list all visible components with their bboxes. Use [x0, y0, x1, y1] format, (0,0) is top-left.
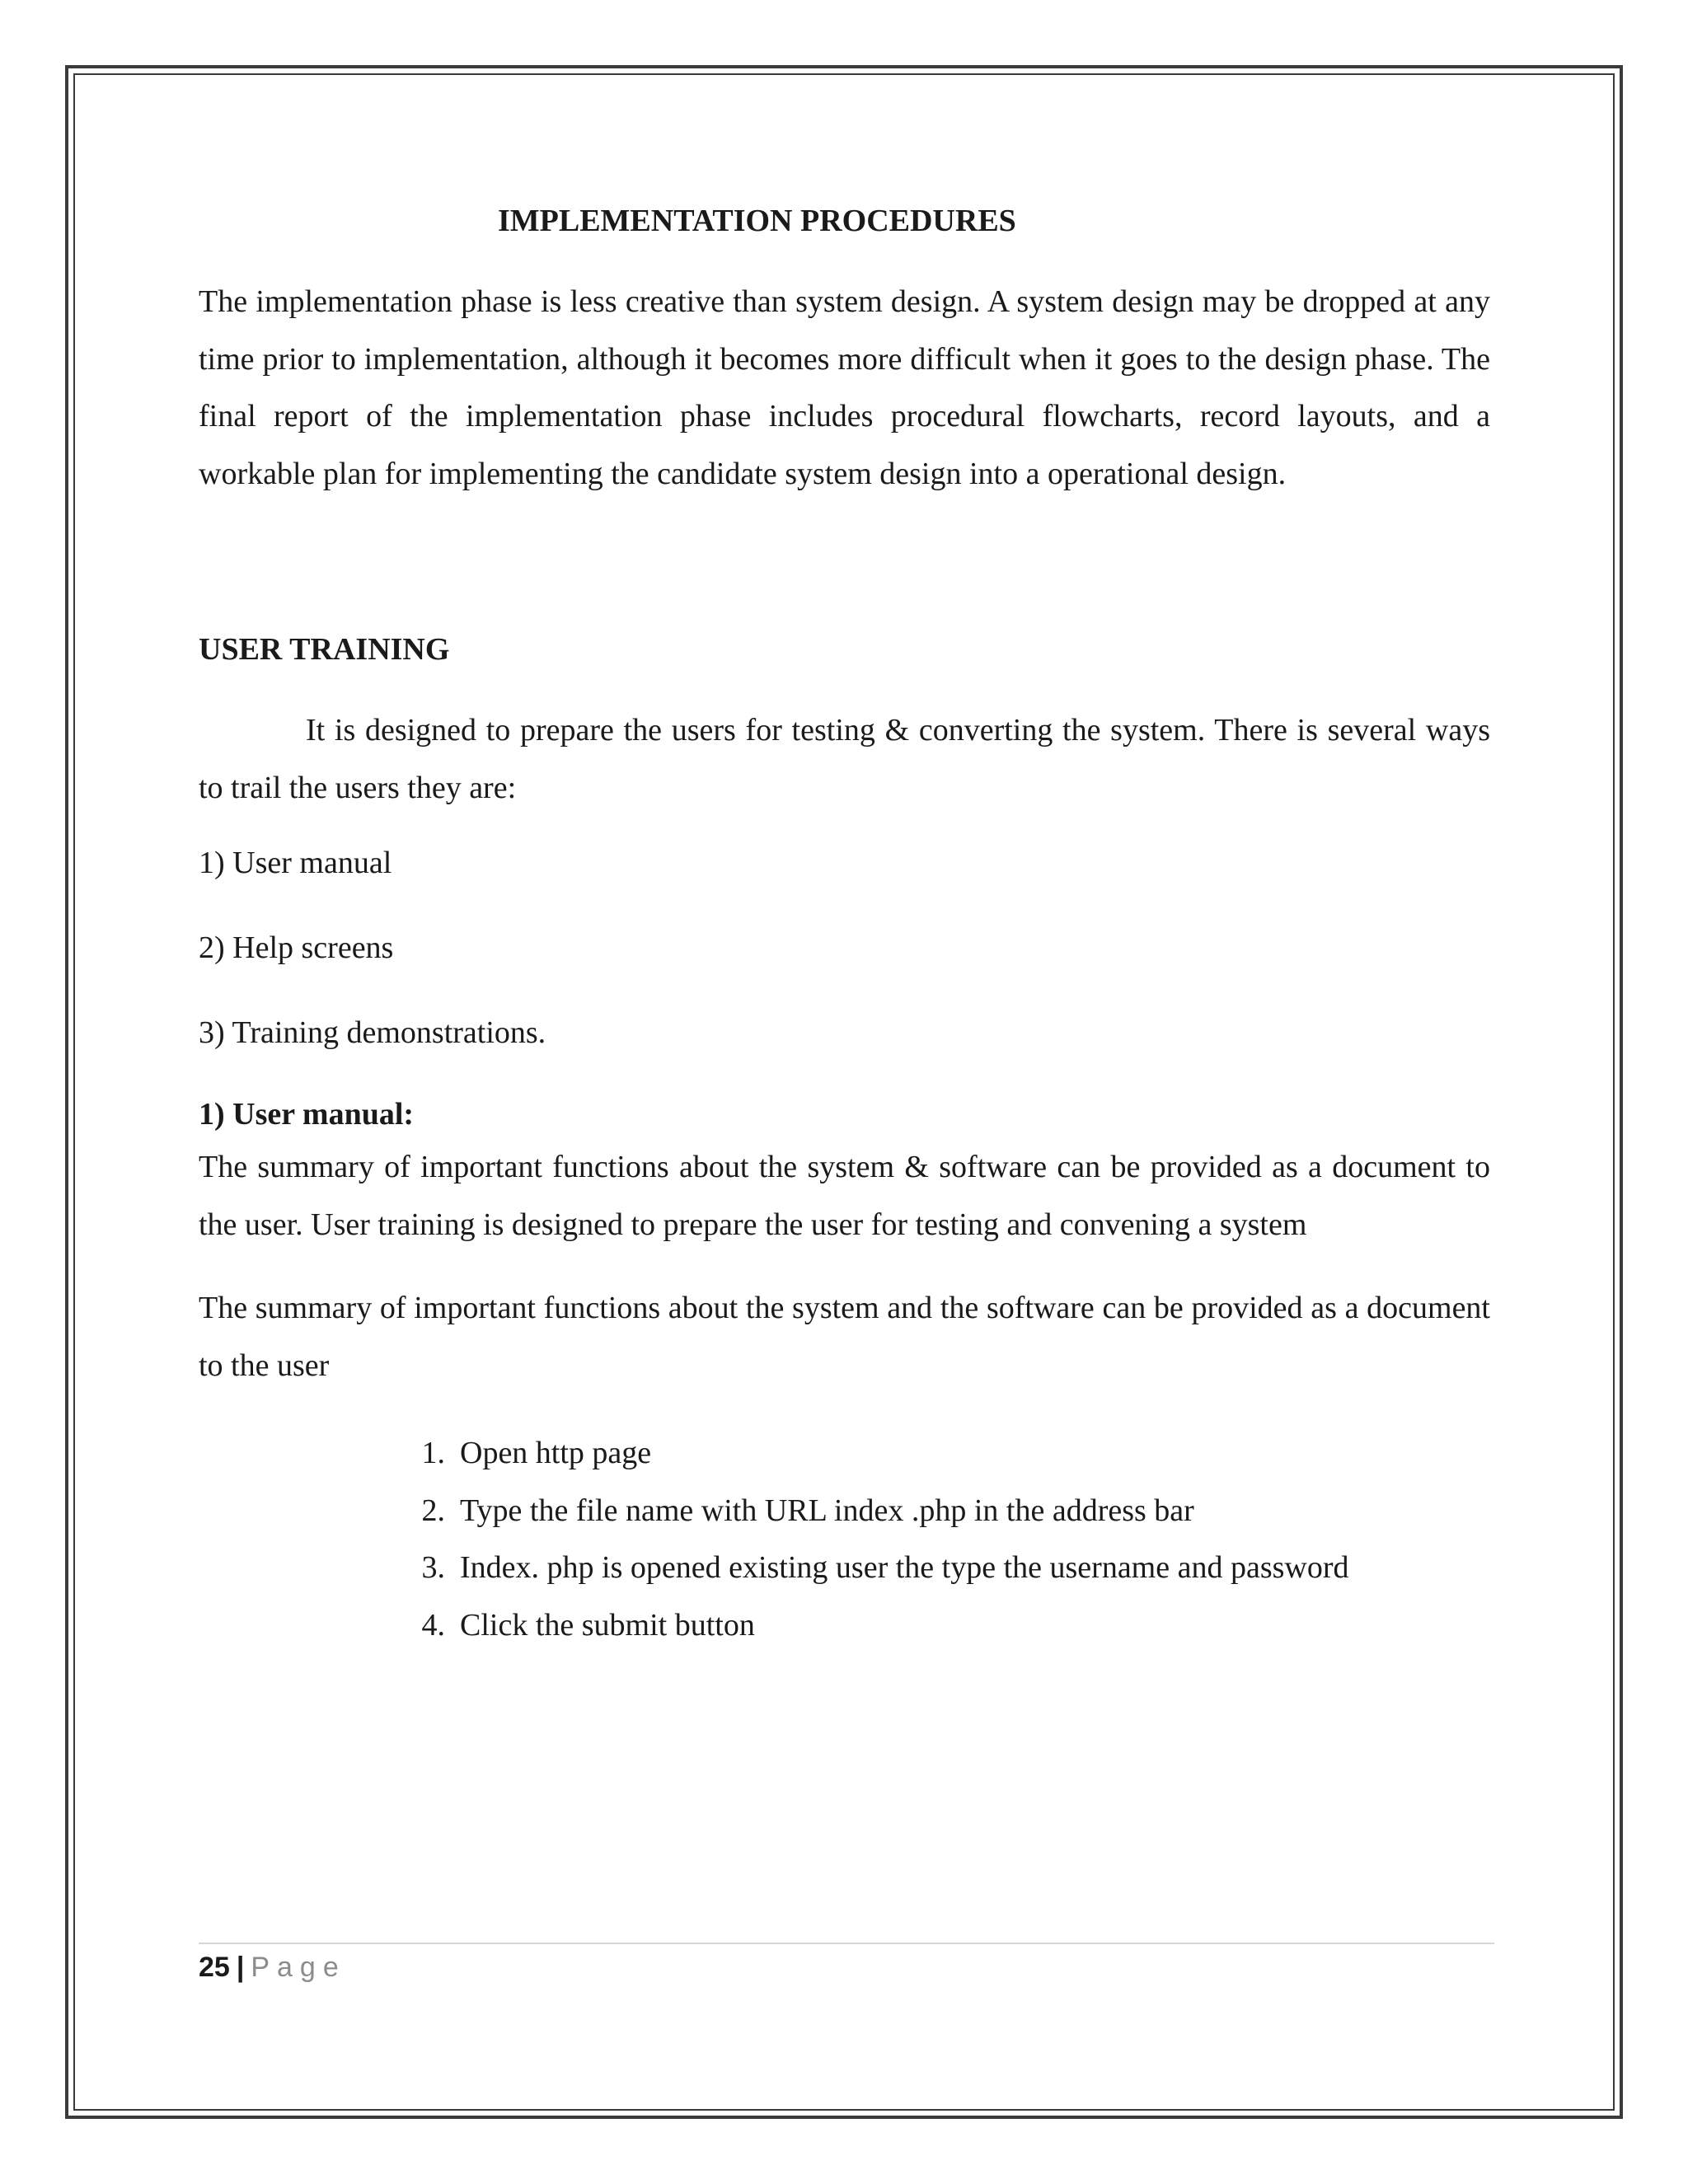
page-title: IMPLEMENTATION PROCEDURES — [498, 204, 1016, 238]
summary-paragraph: The summary of important functions about the system and the software can be provided as a document to the user — [199, 1291, 1490, 1383]
step-number: 3. — [421, 1550, 445, 1585]
step-text: Open http page — [460, 1436, 652, 1470]
list-item — [394, 1425, 1490, 1483]
list-item: 2) Help screens — [199, 930, 394, 965]
page-content — [199, 190, 1490, 1654]
intro-paragraph: The implementation phase is less creative than system design. A system design may be dropped at any time prior to implementation, although it becomes more difficult when it goes to the design phase. The final report of the implementation phase includes procedural flowcharts, record layouts, and a workable plan for implementing the candidate system design into a operational design. — [199, 284, 1490, 491]
user-training-paragraph: It is designed to prepare the users for testing & converting the system. There is several ways to trail the users they are: — [199, 713, 1490, 805]
user-manual-heading: 1) User manual: — [199, 1097, 415, 1132]
list-item: 3) Training demonstrations. — [199, 1015, 546, 1050]
page-number: 25 — [199, 1952, 230, 1983]
step-number: 2. — [421, 1493, 445, 1528]
list-item — [394, 1597, 1490, 1655]
footer-divider — [199, 1943, 1494, 1944]
step-number: 4. — [421, 1607, 445, 1643]
list-item — [394, 1483, 1490, 1540]
user-manual-paragraph: The summary of important functions about the system & software can be provided as a document to the user. User training is designed to prepare the user for testing and convening a system — [199, 1150, 1490, 1242]
page-footer — [199, 1948, 346, 1986]
step-text: Click the submit button — [460, 1607, 755, 1643]
steps-list — [394, 1425, 1490, 1654]
list-item — [394, 1540, 1490, 1597]
page-label: Page — [251, 1952, 346, 1983]
step-text: Index. php is opened existing user the type the username and password — [460, 1550, 1349, 1585]
training-ways-list — [199, 841, 1490, 1054]
step-number: 1. — [421, 1436, 445, 1470]
user-training-heading: USER TRAINING — [199, 632, 450, 667]
footer-separator: | — [236, 1952, 245, 1983]
list-item: 1) User manual — [199, 846, 392, 880]
step-text: Type the file name with URL index .php in the address bar — [460, 1493, 1194, 1528]
